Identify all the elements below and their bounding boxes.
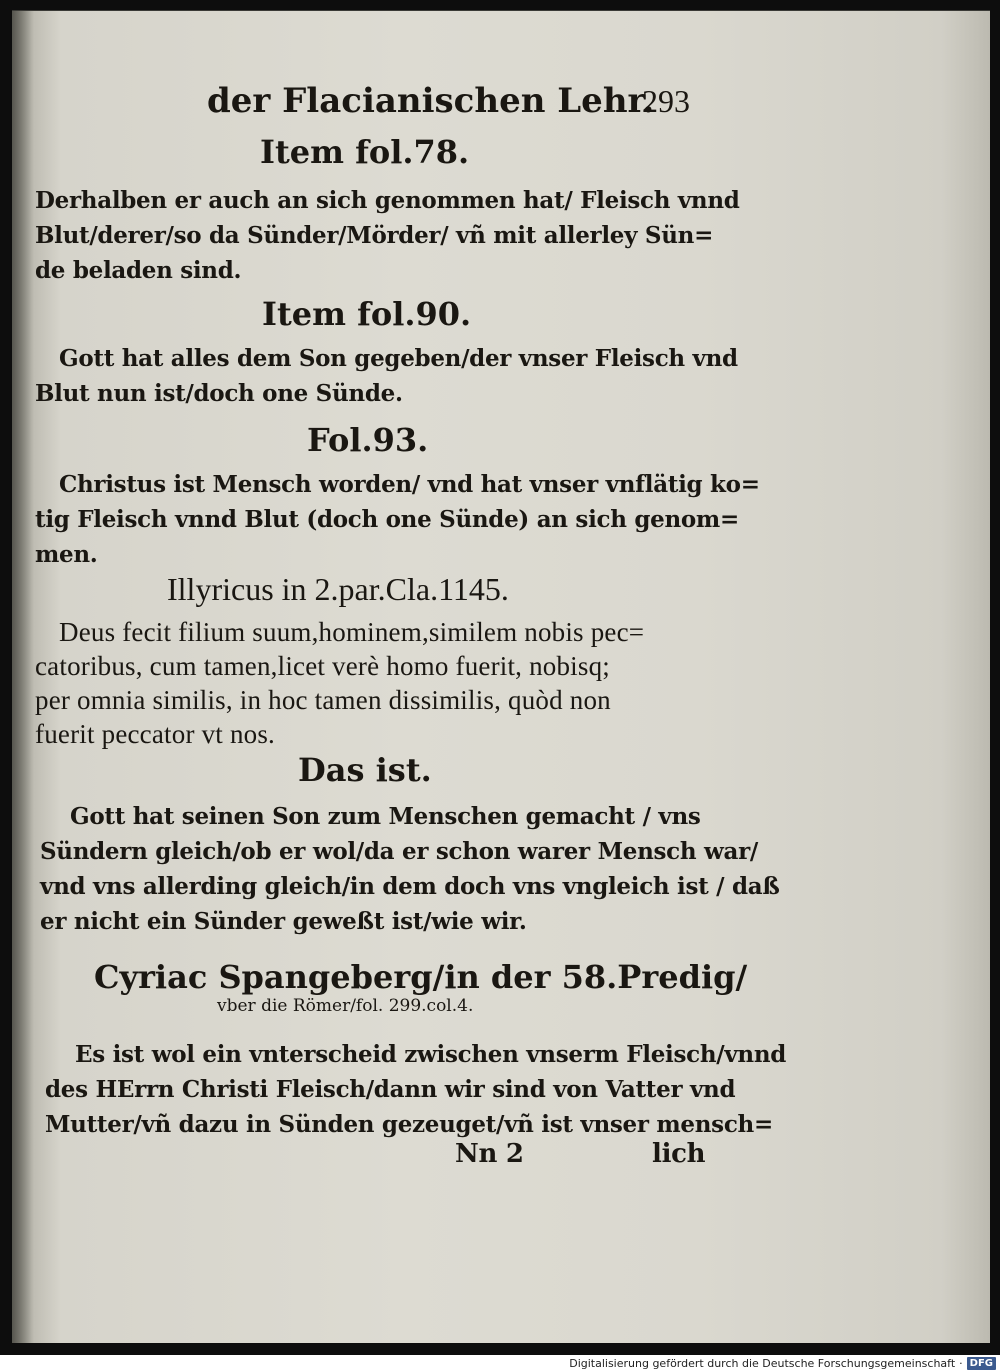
- text-line: Gott hat alles dem Son gegeben/der vnser Fleisch vnd: [59, 345, 738, 372]
- catchword: lich: [652, 1139, 706, 1169]
- text-line: catoribus, cum tamen,licet verè homo fuerit, nobisq;: [35, 651, 610, 681]
- book-page: [12, 10, 990, 1343]
- text-line: Sündern gleich/ob er wol/da er schon warer Mensch war/: [40, 838, 758, 865]
- text-line: er nicht ein Sünder geweßt ist/wie wir.: [40, 908, 527, 935]
- section-heading: Cyriac Spangeberg/in der 58.Predig/: [94, 958, 748, 996]
- text-line: Gott hat seinen Son zum Menschen gemacht / vns: [70, 803, 701, 830]
- section-heading: Fol.93.: [307, 421, 429, 459]
- section-heading: Illyricus in 2.par.Cla.1145.: [167, 571, 509, 607]
- page-number: 293: [642, 83, 690, 119]
- text-line: men.: [35, 541, 98, 568]
- text-line: Blut nun ist/doch one Sünde.: [35, 380, 403, 407]
- section-heading: Item fol.90.: [262, 295, 472, 333]
- section-heading: Item fol.78.: [260, 133, 470, 171]
- signature-mark: Nn 2: [455, 1139, 524, 1169]
- text-line: Blut/derer/so da Sünder/Mörder/ vñ mit allerley Sün=: [35, 222, 714, 249]
- text-line: fuerit peccator vt nos.: [35, 719, 276, 749]
- separator-dot: ·: [959, 1357, 963, 1370]
- dfg-logo-icon: DFG: [967, 1357, 996, 1370]
- running-title: der Flacianischen Lehr.: [207, 81, 655, 121]
- text-line: de beladen sind.: [35, 257, 242, 284]
- text-line: Christus ist Mensch worden/ vnd hat vnser vnflätig ko=: [59, 471, 760, 498]
- section-heading: Das ist.: [298, 751, 432, 789]
- text-line: vnd vns allerding gleich/in dem doch vns vngleich ist / daß: [40, 873, 780, 900]
- text-line: tig Fleisch vnnd Blut (doch one Sünde) an sich genom=: [35, 506, 739, 533]
- section-subheading: vber die Römer/fol. 299.col.4.: [217, 996, 474, 1016]
- text-line: Es ist wol ein vnterscheid zwischen vnserm Fleisch/vnnd: [75, 1041, 787, 1068]
- text-line: des HErrn Christi Fleisch/dann wir sind von Vatter vnd: [45, 1076, 736, 1103]
- text-line: per omnia similis, in hoc tamen dissimilis, quòd non: [35, 685, 611, 715]
- text-line: Mutter/vñ dazu in Sünden gezeuget/vñ ist vnser mensch=: [45, 1111, 773, 1138]
- text-line: Derhalben er auch an sich genommen hat/ Fleisch vnnd: [35, 187, 740, 214]
- text-line: Deus fecit filium suum,hominem,similem nobis pec=: [59, 617, 645, 647]
- digitization-credit: [569, 1355, 1000, 1372]
- credit-text: Digitalisierung gefördert durch die Deutsche Forschungsgemeinschaft: [569, 1357, 956, 1370]
